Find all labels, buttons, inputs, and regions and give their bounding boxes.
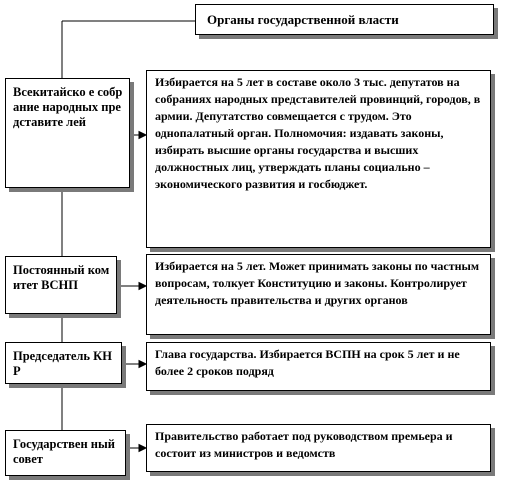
title: Органы государственной власти	[207, 12, 399, 27]
arrow-head-2	[139, 283, 146, 290]
node-standing-committee	[5, 256, 117, 314]
desc-state-council	[146, 424, 491, 472]
node-standing-committee-label: Постоянный комитет ВСНП	[13, 263, 110, 292]
node-vsnp-label: Всекитайско е собрание народных представите лей	[13, 85, 123, 129]
arrow-head-1	[139, 132, 146, 139]
desc-vsnp	[146, 70, 491, 248]
node-chairman	[5, 342, 122, 384]
arrow-head-4	[139, 445, 146, 452]
desc-standing-committee-text: Избирается на 5 лет. Может принимать законы по частным вопросам, толкует Конституцию и законы. Контролирует деятельность правительства и других органов	[155, 259, 480, 307]
desc-state-council-text: Правительство работает под руководством премьера и состоит из министров и ведомств	[155, 429, 453, 460]
desc-standing-committee	[146, 254, 491, 335]
desc-chairman	[146, 342, 491, 391]
node-state-council	[5, 430, 126, 476]
node-vsnp	[5, 78, 130, 188]
desc-vsnp-text: Избирается на 5 лет в составе около 3 тыс. депутатов на собраниях народных представителей провинций, городов, в армии. Депутатство совмещается с трудом. Это однопалатный орган. Полномочия: издавать законы, избирать высшие органы государства и высших должностных лиц, утверждать планы социально – экономического развития и госбюджет.	[155, 75, 481, 191]
arrow-head-3	[139, 361, 146, 368]
desc-chairman-text: Глава государства. Избирается ВСПН на срок 5 лет и не более 2 сроков подряд	[155, 347, 460, 378]
node-state-council-label: Государствен ный совет	[13, 437, 115, 466]
node-chairman-label: Председатель КНР	[13, 349, 112, 378]
title-box	[195, 4, 494, 35]
